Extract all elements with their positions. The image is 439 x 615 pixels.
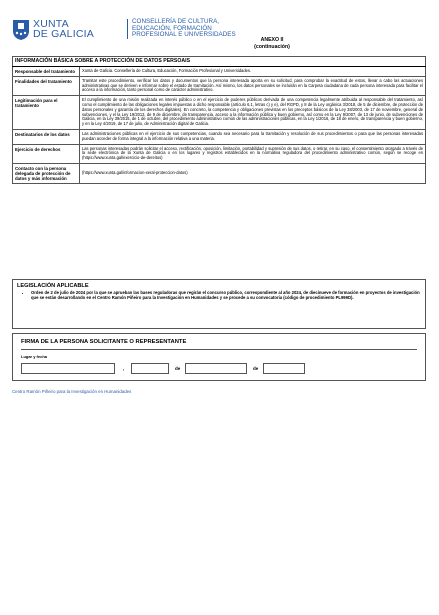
- separator-de-2: de: [253, 366, 259, 371]
- data-protection-table: [12, 56, 426, 184]
- table-row: [13, 66, 426, 76]
- dept-line-3: PROFESIONAL E UNIVERSIDADES: [132, 31, 236, 39]
- xunta-logo: [12, 19, 94, 41]
- annex-title: ANEXO II: [260, 37, 284, 43]
- brand-line-1: XUNTA: [33, 18, 69, 30]
- table-row: [13, 163, 426, 183]
- table-row: [13, 76, 426, 95]
- table-title: INFORMACIÓN BÁSICA SOBRE A PROTECCIÓN DE DATOS PERSOAIS: [13, 57, 426, 67]
- row-label: Legitimación para el tratamiento: [13, 96, 80, 130]
- footer-text: Centro Ramón Piñeiro para la Investigación en Humanidades: [12, 389, 132, 394]
- table-row: [13, 144, 426, 163]
- row-label: Ejercicio de derechos: [13, 144, 80, 163]
- row-label: Finalidades del tratamiento: [13, 76, 80, 95]
- place-date-label: Lugar y fecha: [21, 354, 48, 359]
- row-value: El cumplimiento de una misión realizada en interés público o en el ejercicio de poderes públicos derivada de una competencia legalmente atribuida al responsable del tratamiento, así como el cumplimiento de las obligaciones legales impuestas a dicho responsable (artículo 6.1, letras c) y e), del RGPD, y 8 de la Ley orgánica 3/2018, de 5 de diciembre, de protección de datos personales y garantía de los derechos digitales). En concreto, la competencia y obligaciones previstas en los preceptos básicos de la Ley 38/2003, de 17 de noviembre, general de subvenciones, y el la Ley 19/2013, de 9 de diciembre, de transparencia, acceso a la información pública y buen gobierno, así como en la Ley 9/2007, de 13 de junio, de subvenciones de Galicia, en la Ley 39/2015, de 1 de octubre, del procedimiento administrativo común de las administraciones públicas, en la Ley 1/2016, de 18 de enero, de transparencia y buen gobierno, y en la Ley 4/2019, de 17 de julio, de Administración digital de Galicia.: [80, 96, 426, 130]
- legislation-list: [25, 290, 425, 300]
- annex-heading: [242, 37, 302, 50]
- legislation-box: [12, 279, 426, 329]
- year-field[interactable]: [263, 363, 305, 374]
- table-row: [13, 96, 426, 130]
- row-value: Las administraciones públicas en el ejercicio de sus competencias, cuando sea necesario para la tramitación y resolución de sus procedimientos o para que las personas interesadas puedan acceder de forma integral a la información relativa a una materia.: [80, 129, 426, 144]
- galicia-crest-icon: [12, 19, 30, 41]
- brand-line-2: DE GALICIA: [33, 28, 94, 40]
- data-protection-link[interactable]: (https://www.xunta.gal/informacion-xeral-proteccion-datos): [80, 163, 426, 183]
- signature-box: [12, 333, 426, 381]
- list-item: • Orden de 2 de julio de 2024 por la que se aprueban las bases reguladoras que regirán el concurso público, correspondiente al año 2024, de diecinueve de formación en proyectos de investigación que se están desarrollando en el Centro Ramón Piñeiro para la Investigación en Humanidades y se procede a su convocatoria (código de procedimiento PL999D).: [31, 290, 425, 300]
- row-label: Destinatarios de los datos: [13, 129, 80, 144]
- department-name: [127, 19, 236, 39]
- dept-line-2: EDUCACIÓN, FORMACIÓN: [132, 24, 212, 32]
- row-value: Tramitar este procedimiento, verificar los datos y documentos que la persona interesada aporta en su solicitud, para comprobar la exactitud de estos, llevar a cabo las actuaciones administrativas que se deriven e informar sobre el estado de tramitación. Así mismo, los datos personales se incluirán en la Carpeta ciudadana de cada persona interesada para facilitar el acceso a la información, tanto personal como de carácter administrativo.: [80, 76, 426, 95]
- separator-de-1: de: [175, 366, 181, 371]
- row-label: Responsable del tratamiento: [13, 66, 80, 76]
- row-label: Contacto con la persona delegada de protección de datos y más información: [13, 163, 80, 183]
- legislation-title: LEGISLACIÓN APLICABLE: [17, 283, 89, 289]
- row-value: Las personas interesadas podrán solicitar el acceso, rectificación, oposición, limitación, portabilidad y supresión de sus datos, o retirar, en su caso, el consentimiento otorgado a través de la sede electrónica de la Xunta de Galicia o en los lugares y registros establecidos en la normativa reguladora del procedimiento administrativo común, según se recoge en (https://www.xunta.gal/exercicio-de-dereitos): [80, 144, 426, 163]
- day-field[interactable]: [131, 363, 169, 374]
- place-field[interactable]: [21, 363, 115, 374]
- row-value: Xunta de Galicia. Consellería de Cultura, Educación, Formación Profesional y Universidades.: [80, 66, 426, 76]
- page-header: [12, 17, 432, 53]
- month-field[interactable]: [185, 363, 247, 374]
- separator-comma: ,: [123, 366, 125, 371]
- annex-subtitle: (continuación): [254, 43, 290, 50]
- dept-line-1: CONSELLERÍA DE CULTURA,: [132, 18, 220, 25]
- table-row: [13, 129, 426, 144]
- brand-name: [33, 19, 94, 39]
- divider: [21, 349, 417, 350]
- signature-title: FIRMA DE LA PERSONA SOLICITANTE O REPRESENTANTE: [21, 339, 187, 345]
